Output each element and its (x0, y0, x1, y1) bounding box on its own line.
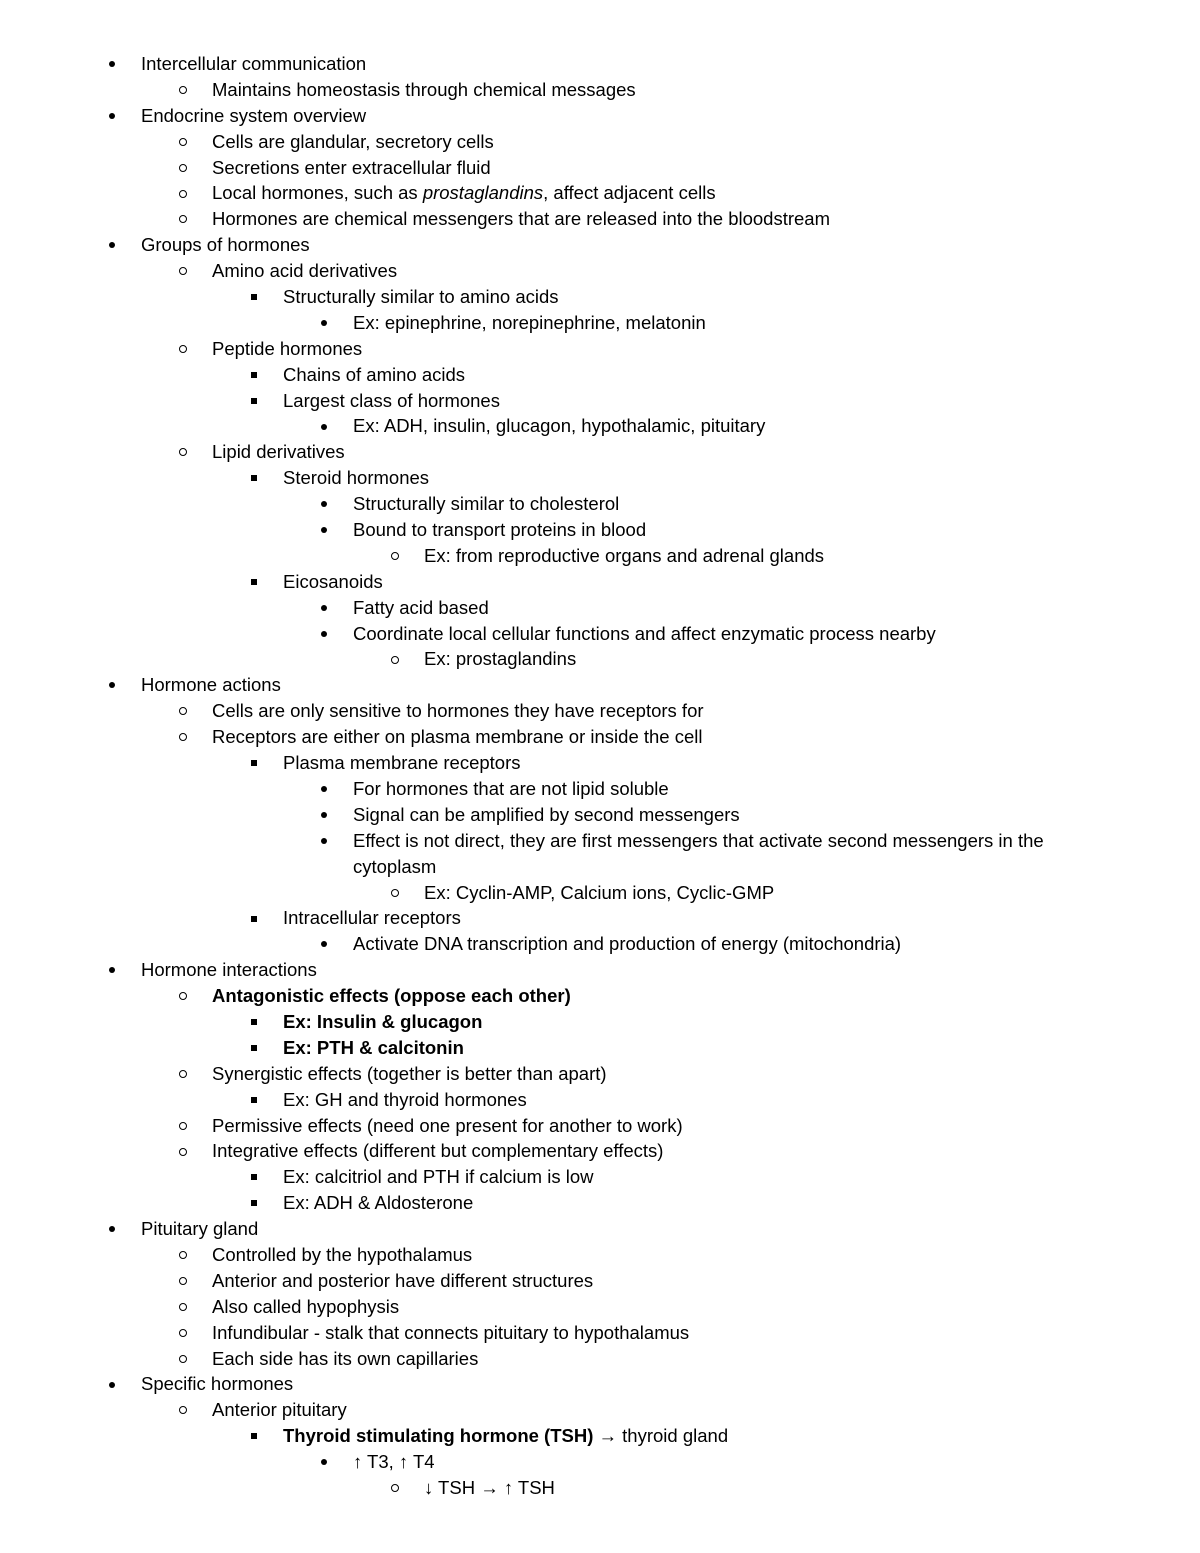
text-segment: Hormones are chemical messengers that are released into the bloodstream (212, 208, 831, 230)
hollow-circle-bullet-icon (176, 439, 190, 465)
text-segment: Chains of amino acids (283, 363, 466, 385)
outline-item-text (212, 698, 704, 724)
outline-item-level-2 (0, 439, 1200, 465)
outline-item-level-3 (0, 362, 1200, 388)
hollow-circle-bullet-icon (176, 129, 190, 155)
filled-circle-bullet-icon (317, 776, 331, 802)
outline-item-text (424, 1475, 555, 1501)
filled-circle-bullet-icon (105, 103, 119, 129)
text-segment: ↓ TSH → ↑ TSH (424, 1476, 555, 1498)
text-segment: Eicosanoids (283, 570, 383, 592)
filled-square-bullet-icon (247, 905, 261, 931)
outline-item-text (353, 595, 489, 621)
filled-circle-bullet-icon (317, 1449, 331, 1475)
text-segment: Ex: Cyclin-AMP, Calcium ions, Cyclic-GMP (424, 881, 775, 903)
outline-item-level-2 (0, 1294, 1200, 1320)
filled-square-bullet-icon (247, 1423, 261, 1449)
filled-circle-bullet-icon (105, 957, 119, 983)
outline-item-text (353, 931, 901, 957)
hollow-circle-bullet-icon (176, 1113, 190, 1139)
text-segment: , affect adjacent cells (543, 182, 716, 204)
hollow-circle-bullet-icon (176, 1320, 190, 1346)
outline-item-level-1 (0, 957, 1200, 983)
hollow-circle-bullet-icon (176, 180, 190, 206)
text-segment: Hormone actions (141, 674, 281, 696)
hollow-circle-bullet-icon (176, 983, 190, 1009)
filled-circle-bullet-icon (317, 491, 331, 517)
text-segment: ↑ T3, ↑ T4 (353, 1451, 435, 1473)
text-segment: Cells are only sensitive to hormones they have receptors for (212, 700, 704, 722)
outline-item-level-2 (0, 1061, 1200, 1087)
outline-item-text (283, 284, 559, 310)
hollow-circle-bullet-icon (176, 206, 190, 232)
outline-item-level-2 (0, 1346, 1200, 1372)
text-segment: Ex: ADH, insulin, glucagon, hypothalamic, pituitary (353, 415, 766, 437)
outline-item-text (212, 258, 397, 284)
text-segment: Specific hormones (141, 1373, 294, 1395)
outline-item-level-2 (0, 336, 1200, 362)
filled-square-bullet-icon (247, 750, 261, 776)
outline-item-text (141, 957, 317, 983)
outline-item-text (353, 621, 936, 647)
outline-item-text (283, 569, 383, 595)
filled-square-bullet-icon (247, 1035, 261, 1061)
text-segment: For hormones that are not lipid soluble (353, 777, 669, 799)
filled-circle-bullet-icon (317, 310, 331, 336)
outline-item-text (212, 155, 491, 181)
text-segment: Maintains homeostasis through chemical messages (212, 78, 636, 100)
text-segment: Lipid derivatives (212, 441, 345, 463)
text-segment: Ex: PTH & calcitonin (283, 1036, 464, 1058)
filled-circle-bullet-icon (317, 621, 331, 647)
outline-item-level-2 (0, 1242, 1200, 1268)
text-segment: Anterior and posterior have different structures (212, 1269, 594, 1291)
outline-item-level-5 (0, 543, 1200, 569)
outline-item-level-4 (0, 802, 1200, 828)
outline-item-text (141, 232, 310, 258)
text-segment: Groups of hormones (141, 234, 310, 256)
hollow-circle-bullet-icon (176, 1138, 190, 1164)
hollow-circle-bullet-icon (176, 1346, 190, 1372)
text-segment: Activate DNA transcription and production of energy (mitochondria) (353, 933, 902, 955)
hollow-circle-bullet-icon (176, 155, 190, 181)
outline-item-text (283, 388, 500, 414)
outline-item-level-1 (0, 1371, 1200, 1397)
outline-item-level-1 (0, 672, 1200, 698)
outline-item-level-2 (0, 1113, 1200, 1139)
text-segment: Ex: GH and thyroid hormones (283, 1088, 527, 1110)
outline-item-level-2 (0, 155, 1200, 181)
outline-item-text (212, 1242, 472, 1268)
outline-item-level-2 (0, 1320, 1200, 1346)
outline-item-level-2 (0, 180, 1200, 206)
filled-square-bullet-icon (247, 1087, 261, 1113)
filled-circle-bullet-icon (317, 802, 331, 828)
text-segment: → thyroid gland (593, 1425, 729, 1447)
outline-item-text (212, 206, 830, 232)
filled-circle-bullet-icon (317, 517, 331, 543)
text-segment: Local hormones, such as (212, 182, 423, 204)
outline-item-level-1 (0, 51, 1200, 77)
outline-item-level-3 (0, 465, 1200, 491)
outline-item-text (212, 1346, 478, 1372)
text-segment: Permissive effects (need one present for another to work) (212, 1114, 683, 1136)
filled-square-bullet-icon (247, 362, 261, 388)
outline-item-level-4 (0, 595, 1200, 621)
text-segment: Plasma membrane receptors (283, 752, 521, 774)
text-segment: Fatty acid based (353, 596, 489, 618)
outline-item-text (212, 1138, 663, 1164)
filled-circle-bullet-icon (317, 595, 331, 621)
text-segment: Synergistic effects (together is better than apart) (212, 1062, 607, 1084)
outline-item-level-3 (0, 569, 1200, 595)
outline-item-text (353, 776, 669, 802)
outline-item-level-2 (0, 724, 1200, 750)
text-segment: Integrative effects (different but complementary effects) (212, 1140, 664, 1162)
outline-item-level-2 (0, 77, 1200, 103)
text-segment: Effect is not direct, they are first messengers that activate second messengers in the (353, 829, 1044, 851)
filled-circle-bullet-icon (105, 51, 119, 77)
text-segment: Ex: calcitriol and PTH if calcium is low (283, 1166, 594, 1188)
outline-item-level-3 (0, 1035, 1200, 1061)
hollow-circle-bullet-icon (176, 1061, 190, 1087)
document-body (0, 51, 1200, 1501)
hollow-circle-bullet-icon (176, 258, 190, 284)
hollow-circle-bullet-icon (176, 336, 190, 362)
outline-item-level-2 (0, 1397, 1200, 1423)
outline-item-text (212, 724, 703, 750)
outline-item-text (212, 336, 362, 362)
text-segment: Ex: epinephrine, norepinephrine, melatonin (353, 311, 706, 333)
text-segment: Bound to transport proteins in blood (353, 519, 647, 541)
outline-item-text (212, 129, 494, 155)
hollow-circle-bullet-icon (176, 698, 190, 724)
text-segment: Structurally similar to amino acids (283, 286, 559, 308)
text-segment: Antagonistic effects (oppose each other) (212, 985, 571, 1007)
outline-item-level-2 (0, 698, 1200, 724)
outline-item-text (283, 1035, 464, 1061)
outline-item-level-2 (0, 983, 1200, 1009)
text-segment: Cells are glandular, secretory cells (212, 130, 494, 152)
outline-item-text (353, 854, 436, 880)
text-segment: cytoplasm (353, 855, 437, 877)
text-segment: Ex: Insulin & glucagon (283, 1010, 483, 1032)
text-segment: Largest class of hormones (283, 389, 500, 411)
outline-item-text (212, 1113, 683, 1139)
hollow-circle-bullet-icon (176, 1242, 190, 1268)
text-segment: Structurally similar to cholesterol (353, 493, 620, 515)
filled-square-bullet-icon (247, 284, 261, 310)
filled-circle-bullet-icon (105, 1216, 119, 1242)
outline-item-level-3 (0, 1164, 1200, 1190)
hollow-circle-bullet-icon (388, 646, 402, 672)
outline-item-level-2 (0, 1138, 1200, 1164)
filled-circle-bullet-icon (105, 672, 119, 698)
filled-circle-bullet-icon (317, 931, 331, 957)
outline-item-text (212, 77, 636, 103)
text-segment: Receptors are either on plasma membrane or inside the cell (212, 726, 703, 748)
outline-item-level-2 (0, 1268, 1200, 1294)
outline-item-level-4 (0, 413, 1200, 439)
outline-item-text (353, 413, 765, 439)
text-segment: Peptide hormones (212, 337, 363, 359)
filled-circle-bullet-icon (105, 232, 119, 258)
hollow-circle-bullet-icon (388, 880, 402, 906)
hollow-circle-bullet-icon (176, 1294, 190, 1320)
filled-square-bullet-icon (247, 465, 261, 491)
filled-square-bullet-icon (247, 569, 261, 595)
outline-item-text (283, 1009, 482, 1035)
outline-item-text (212, 1268, 593, 1294)
text-segment: prostaglandins (422, 182, 544, 204)
outline-item-text (141, 1371, 293, 1397)
outline-item-text (283, 362, 465, 388)
text-segment: Intracellular receptors (283, 907, 461, 929)
outline-item-level-3 (0, 1087, 1200, 1113)
outline-item-level-4 (0, 491, 1200, 517)
outline-item-text (283, 905, 461, 931)
hollow-circle-bullet-icon (176, 77, 190, 103)
outline-item-text (212, 1320, 689, 1346)
outline-item-text (353, 491, 619, 517)
outline-item-level-5 (0, 880, 1200, 906)
outline-item-level-1 (0, 1216, 1200, 1242)
outline-item-level-4 (0, 621, 1200, 647)
outline-item-text (353, 802, 740, 828)
outline-item-level-5 (0, 646, 1200, 672)
text-segment: Secretions enter extracellular fluid (212, 156, 491, 178)
outline-item-text (212, 180, 716, 206)
text-segment: Ex: prostaglandins (424, 648, 577, 670)
text-segment: Also called hypophysis (212, 1295, 400, 1317)
outline-item-text (353, 310, 706, 336)
text-segment: Infundibular - stalk that connects pituitary to hypothalamus (212, 1321, 690, 1343)
text-segment: Signal can be amplified by second messengers (353, 803, 740, 825)
outline-item-text (212, 983, 571, 1009)
hollow-circle-bullet-icon (176, 724, 190, 750)
outline-item-text (424, 646, 576, 672)
outline-item-level-4 (0, 854, 1200, 880)
filled-square-bullet-icon (247, 1190, 261, 1216)
text-segment: Anterior pituitary (212, 1399, 347, 1421)
outline-item-text (283, 465, 429, 491)
outline-item-level-4 (0, 931, 1200, 957)
outline-item-text (141, 103, 366, 129)
text-segment: Coordinate local cellular functions and affect enzymatic process nearby (353, 622, 936, 644)
text-segment: Each side has its own capillaries (212, 1347, 479, 1369)
text-segment: Ex: ADH & Aldosterone (283, 1192, 474, 1214)
hollow-circle-bullet-icon (388, 543, 402, 569)
text-segment: Pituitary gland (141, 1218, 259, 1240)
outline-item-text (141, 672, 281, 698)
outline-item-level-3 (0, 1423, 1200, 1449)
outline-item-level-2 (0, 206, 1200, 232)
outline-item-level-5 (0, 1475, 1200, 1501)
filled-square-bullet-icon (247, 388, 261, 414)
outline-item-level-4 (0, 310, 1200, 336)
outline-item-text (283, 1423, 728, 1449)
outline-item-text (283, 1190, 473, 1216)
filled-square-bullet-icon (247, 1009, 261, 1035)
filled-circle-bullet-icon (317, 828, 331, 854)
filled-square-bullet-icon (247, 1164, 261, 1190)
outline-item-text (141, 51, 366, 77)
filled-circle-bullet-icon (317, 413, 331, 439)
text-segment: Endocrine system overview (141, 104, 367, 126)
outline-item-level-3 (0, 284, 1200, 310)
outline-item-level-3 (0, 1009, 1200, 1035)
outline-item-text (283, 1164, 593, 1190)
outline-item-level-2 (0, 258, 1200, 284)
outline-item-text (353, 828, 1044, 854)
outline-item-level-3 (0, 1190, 1200, 1216)
filled-circle-bullet-icon (105, 1371, 119, 1397)
outline-item-text (212, 1397, 347, 1423)
outline-item-text (212, 1061, 607, 1087)
outline-item-level-4 (0, 1449, 1200, 1475)
outline-item-text (353, 517, 646, 543)
hollow-circle-bullet-icon (388, 1475, 402, 1501)
outline-item-level-4 (0, 517, 1200, 543)
outline-item-level-2 (0, 129, 1200, 155)
outline-item-level-1 (0, 103, 1200, 129)
outline-item-level-1 (0, 232, 1200, 258)
outline-item-text (424, 543, 824, 569)
outline-item-level-3 (0, 750, 1200, 776)
text-segment: Intercellular communication (141, 53, 367, 74)
text-segment: Hormone interactions (141, 959, 317, 981)
hollow-circle-bullet-icon (176, 1397, 190, 1423)
outline-item-text (283, 750, 521, 776)
text-segment: Controlled by the hypothalamus (212, 1243, 473, 1265)
hollow-circle-bullet-icon (176, 1268, 190, 1294)
outline-item-level-3 (0, 388, 1200, 414)
text-segment: Steroid hormones (283, 467, 430, 489)
outline-item-text (283, 1087, 527, 1113)
outline-item-level-3 (0, 905, 1200, 931)
outline-item-text (353, 1449, 435, 1475)
text-segment: Thyroid stimulating hormone (TSH) (283, 1425, 594, 1447)
text-segment: Ex: from reproductive organs and adrenal glands (424, 544, 825, 566)
outline-item-text (212, 1294, 399, 1320)
outline-item-level-4 (0, 828, 1200, 854)
outline-item-text (141, 1216, 258, 1242)
outline-item-level-4 (0, 776, 1200, 802)
text-segment: Amino acid derivatives (212, 260, 398, 282)
outline-item-text (212, 439, 345, 465)
outline-item-text (424, 880, 774, 906)
